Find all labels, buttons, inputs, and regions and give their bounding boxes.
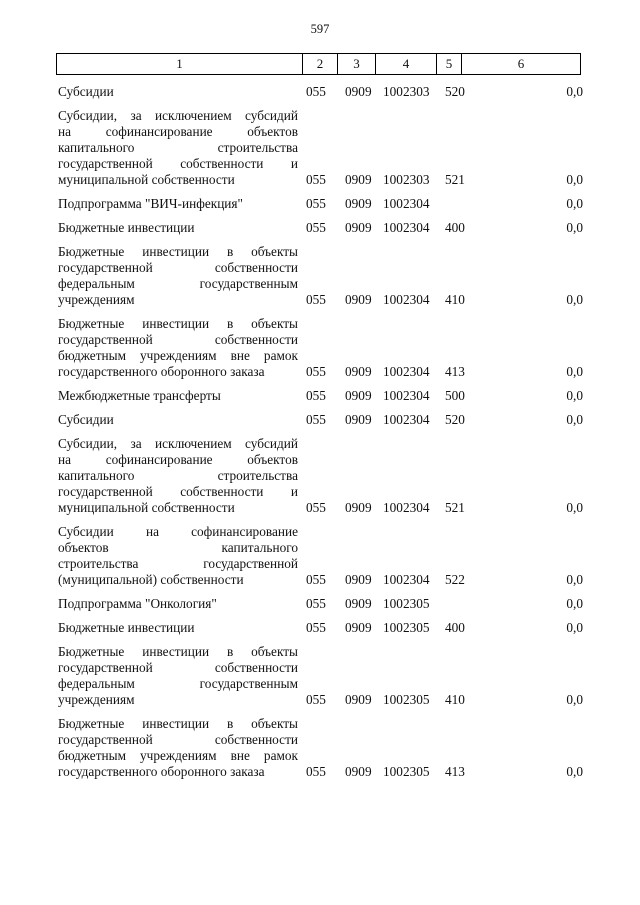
row-amount: 0,0 <box>566 220 583 235</box>
row-expense-type-code: 520 <box>445 84 465 99</box>
row-name <box>58 108 298 188</box>
table-row <box>0 84 640 100</box>
row-name <box>58 620 298 636</box>
row-target-article-code: 1002305 <box>383 620 430 635</box>
row-admin-code: 055 <box>306 412 326 427</box>
row-name-line: государственного оборонного заказа <box>58 764 265 779</box>
row-amount: 0,0 <box>566 196 583 211</box>
row-name-line: Субсидии <box>58 84 114 99</box>
row-name <box>58 196 298 212</box>
row-admin-code: 055 <box>306 572 326 587</box>
table-row <box>0 716 640 780</box>
row-name <box>58 388 298 404</box>
row-amount: 0,0 <box>566 364 583 379</box>
row-name <box>58 596 298 612</box>
row-expense-type-code: 413 <box>445 764 465 779</box>
column-header-3: 3 <box>338 54 376 75</box>
row-admin-code: 055 <box>306 172 326 187</box>
row-section-code: 0909 <box>345 412 372 427</box>
row-expense-type-code: 400 <box>445 620 465 635</box>
row-expense-type-code: 413 <box>445 364 465 379</box>
column-header-2: 2 <box>303 54 338 75</box>
row-target-article-code: 1002304 <box>383 572 430 587</box>
row-name-line: строительства государственной <box>58 556 298 571</box>
column-header-1: 1 <box>57 54 303 75</box>
row-section-code: 0909 <box>345 364 372 379</box>
row-expense-type-code: 520 <box>445 412 465 427</box>
row-section-code: 0909 <box>345 196 372 211</box>
row-expense-type-code: 500 <box>445 388 465 403</box>
row-target-article-code: 1002305 <box>383 692 430 707</box>
row-name-line: на софинансирование объектов <box>58 124 298 139</box>
row-section-code: 0909 <box>345 764 372 779</box>
row-name-line: государственного оборонного заказа <box>58 364 265 379</box>
row-amount: 0,0 <box>566 388 583 403</box>
row-name <box>58 244 298 308</box>
row-name-line: Бюджетные инвестиции <box>58 620 195 635</box>
row-name-line: муниципальной собственности <box>58 172 235 187</box>
row-section-code: 0909 <box>345 596 372 611</box>
row-expense-type-code: 410 <box>445 292 465 307</box>
row-target-article-code: 1002304 <box>383 412 430 427</box>
row-section-code: 0909 <box>345 388 372 403</box>
row-amount: 0,0 <box>566 620 583 635</box>
table-row <box>0 220 640 236</box>
row-amount: 0,0 <box>566 292 583 307</box>
row-name-line: государственной собственности <box>58 332 298 347</box>
row-target-article-code: 1002304 <box>383 500 430 515</box>
row-name-line: Бюджетные инвестиции в объекты <box>58 644 298 659</box>
column-header-5: 5 <box>437 54 462 75</box>
row-admin-code: 055 <box>306 292 326 307</box>
row-section-code: 0909 <box>345 292 372 307</box>
row-name <box>58 220 298 236</box>
row-name <box>58 524 298 588</box>
row-target-article-code: 1002304 <box>383 196 430 211</box>
row-name-line: государственной собственности и <box>58 156 298 171</box>
row-name-line: капитального строительства <box>58 468 298 483</box>
table-row <box>0 620 640 636</box>
row-expense-type-code: 521 <box>445 172 465 187</box>
row-name <box>58 316 298 380</box>
row-name-line: Бюджетные инвестиции в объекты <box>58 244 298 259</box>
row-name <box>58 84 298 100</box>
row-target-article-code: 1002304 <box>383 292 430 307</box>
row-name <box>58 412 298 428</box>
row-amount: 0,0 <box>566 572 583 587</box>
row-amount: 0,0 <box>566 692 583 707</box>
row-target-article-code: 1002303 <box>383 172 430 187</box>
column-header-table <box>56 53 581 75</box>
row-admin-code: 055 <box>306 220 326 235</box>
row-name-line: Бюджетные инвестиции в объекты <box>58 316 298 331</box>
row-section-code: 0909 <box>345 620 372 635</box>
row-amount: 0,0 <box>566 412 583 427</box>
row-amount: 0,0 <box>566 500 583 515</box>
row-name-line: Субсидии на софинансирование <box>58 524 298 539</box>
row-expense-type-code: 522 <box>445 572 465 587</box>
row-admin-code: 055 <box>306 692 326 707</box>
row-admin-code: 055 <box>306 196 326 211</box>
row-amount: 0,0 <box>566 84 583 99</box>
row-target-article-code: 1002304 <box>383 220 430 235</box>
row-name-line: на софинансирование объектов <box>58 452 298 467</box>
column-header-row <box>57 54 581 75</box>
table-row <box>0 412 640 428</box>
row-name-line: Бюджетные инвестиции <box>58 220 195 235</box>
table-row <box>0 316 640 380</box>
row-name-line: федеральным государственным <box>58 676 298 691</box>
row-section-code: 0909 <box>345 500 372 515</box>
row-name-line: государственной собственности <box>58 732 298 747</box>
table-row <box>0 436 640 516</box>
row-target-article-code: 1002303 <box>383 84 430 99</box>
row-section-code: 0909 <box>345 172 372 187</box>
row-amount: 0,0 <box>566 596 583 611</box>
row-expense-type-code: 410 <box>445 692 465 707</box>
row-target-article-code: 1002305 <box>383 764 430 779</box>
table-row <box>0 596 640 612</box>
row-name-line: муниципальной собственности <box>58 500 235 515</box>
row-amount: 0,0 <box>566 764 583 779</box>
row-admin-code: 055 <box>306 364 326 379</box>
row-name-line: федеральным государственным <box>58 276 298 291</box>
row-section-code: 0909 <box>345 572 372 587</box>
row-name-line: государственной собственности <box>58 260 298 275</box>
row-admin-code: 055 <box>306 388 326 403</box>
row-name <box>58 436 298 516</box>
row-name-line: (муниципальной) собственности <box>58 572 244 587</box>
row-section-code: 0909 <box>345 692 372 707</box>
table-row <box>0 244 640 308</box>
row-name-line: учреждениям <box>58 692 135 707</box>
row-admin-code: 055 <box>306 620 326 635</box>
row-expense-type-code: 521 <box>445 500 465 515</box>
table-row <box>0 108 640 188</box>
row-name-line: бюджетным учреждениям вне рамок <box>58 348 298 363</box>
row-name-line: бюджетным учреждениям вне рамок <box>58 748 298 763</box>
row-name <box>58 644 298 708</box>
row-name-line: Субсидии <box>58 412 114 427</box>
row-name-line: Субсидии, за исключением субсидий <box>58 108 298 123</box>
row-name-line: объектов капитального <box>58 540 298 555</box>
row-name-line: государственной собственности и <box>58 484 298 499</box>
row-section-code: 0909 <box>345 84 372 99</box>
table-row <box>0 196 640 212</box>
row-admin-code: 055 <box>306 764 326 779</box>
row-target-article-code: 1002305 <box>383 596 430 611</box>
row-name-line: Подпрограмма "Онкология" <box>58 596 217 611</box>
row-target-article-code: 1002304 <box>383 388 430 403</box>
row-target-article-code: 1002304 <box>383 364 430 379</box>
row-expense-type-code: 400 <box>445 220 465 235</box>
table-row <box>0 644 640 708</box>
row-name-line: учреждениям <box>58 292 135 307</box>
column-header-6: 6 <box>462 54 581 75</box>
column-header-4: 4 <box>376 54 437 75</box>
row-admin-code: 055 <box>306 500 326 515</box>
row-section-code: 0909 <box>345 220 372 235</box>
row-admin-code: 055 <box>306 596 326 611</box>
table-row <box>0 388 640 404</box>
row-name-line: Субсидии, за исключением субсидий <box>58 436 298 451</box>
page-number: 597 <box>310 22 330 36</box>
row-name-line: Бюджетные инвестиции в объекты <box>58 716 298 731</box>
table-row <box>0 524 640 588</box>
row-admin-code: 055 <box>306 84 326 99</box>
row-name <box>58 716 298 780</box>
row-amount: 0,0 <box>566 172 583 187</box>
row-name-line: капитального строительства <box>58 140 298 155</box>
row-name-line: Подпрограмма "ВИЧ-инфекция" <box>58 196 243 211</box>
row-name-line: государственной собственности <box>58 660 298 675</box>
row-name-line: Межбюджетные трансферты <box>58 388 221 403</box>
